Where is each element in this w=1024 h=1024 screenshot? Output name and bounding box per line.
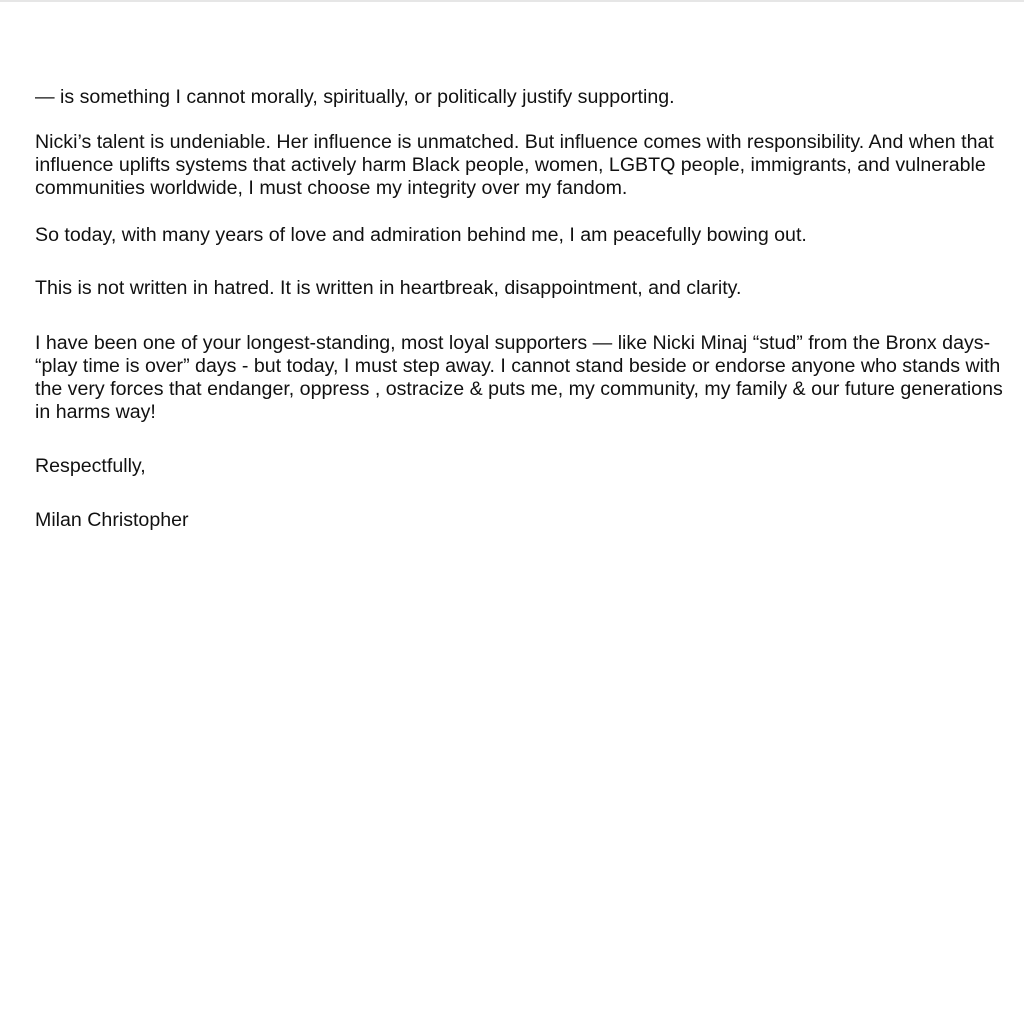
paragraph-talent: Nicki’s talent is undeniable. Her influence is unmatched. But influence comes with responsibility. And when that influence uplifts systems that actively harm Black people, women, LGBTQ people, immigrants, and vulnerable communities worldwide, I must choose my integrity over my fandom. bbox=[35, 131, 994, 199]
top-divider bbox=[0, 0, 1024, 2]
paragraph-longtime-supporter: I have been one of your longest-standing, most loyal supporters — like Nicki Minaj “stud” from the Bronx days- “play time is over” days - but today, I must step away. I cannot stand beside or endorse anyone who stands with the very forces that endanger, oppress , ostracize & puts me, my community, my family & our future generations in harms way! bbox=[35, 332, 1003, 423]
signature-name: Milan Christopher bbox=[35, 509, 189, 531]
paragraph-bowing-out: So today, with many years of love and admiration behind me, I am peacefully bowing out. bbox=[35, 224, 807, 246]
letter-body bbox=[35, 86, 1010, 532]
closing-line: Respectfully, bbox=[35, 455, 146, 477]
paragraph-not-hatred: This is not written in hatred. It is written in heartbreak, disappointment, and clarity. bbox=[35, 277, 742, 299]
paragraph-opening: — is something I cannot morally, spiritually, or politically justify supporting. bbox=[35, 86, 675, 108]
